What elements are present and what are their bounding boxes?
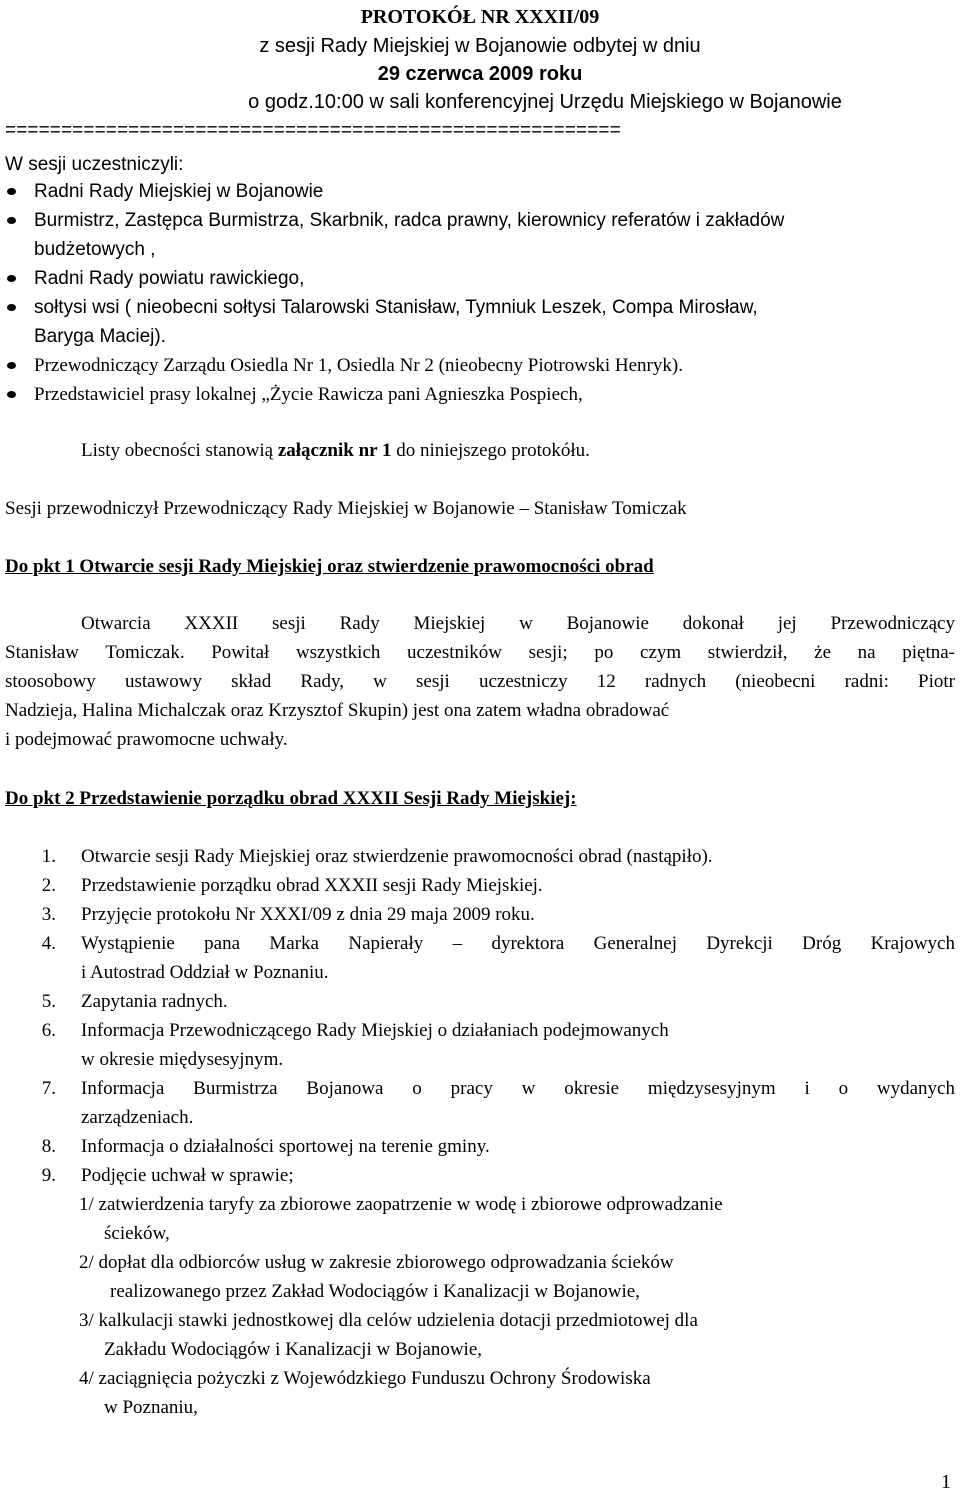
session-place: o godz.10:00 w sali konferencyjnej Urzędu Miejskiego w Bojanowie	[248, 91, 842, 113]
pkt1-paragraph-line: i podejmować prawomocne uchwały.	[5, 729, 288, 750]
bullet-icon	[7, 304, 16, 311]
bullet-icon	[7, 275, 16, 282]
pkt1-paragraph-line: Stanisław Tomiczak. Powitał wszystkich uczestników sesji; po czym stwierdził, że na piętna-	[5, 642, 955, 663]
session-date: 29 czerwca 2009 roku	[377, 63, 583, 85]
resolution-subitem-continuation: ścieków,	[104, 1223, 170, 1244]
pkt1-paragraph-line: Nadzieja, Halina Michalczak oraz Krzysztof Skupin) jest ona zatem władna obradować	[5, 700, 670, 721]
attendance-item: sołtysi wsi ( nieobecni sołtysi Talarowski Stanisław, Tymniuk Leszek, Compa Mirosław,	[34, 297, 758, 318]
agenda-item: Otwarcie sesji Rady Miejskiej oraz stwierdzenie prawomocności obrad (nastąpiło).	[81, 846, 713, 867]
attendance-item: Radni Rady Miejskiej w Bojanowie	[34, 181, 324, 202]
agenda-number: 4.	[41, 933, 56, 954]
agenda-number: 8.	[41, 1136, 56, 1157]
resolution-subitem-continuation: w Poznaniu,	[104, 1397, 198, 1418]
page-number: 1	[941, 1471, 951, 1493]
attendance-lists-note	[81, 439, 590, 463]
resolution-subitem-continuation: Zakładu Wodociągów i Kanalizacji w Bojanowie,	[104, 1339, 483, 1360]
agenda-number: 3.	[41, 904, 56, 925]
agenda-item: Podjęcie uchwał w sprawie;	[81, 1165, 294, 1186]
attendance-item: Burmistrz, Zastępca Burmistrza, Skarbnik, radca prawny, kierownicy referatów i zakładów	[34, 210, 785, 231]
document-title: PROTOKÓŁ NR XXXII/09	[360, 6, 600, 28]
resolution-subitem-continuation: realizowanego przez Zakład Wodociągów i Kanalizacji w Bojanowie,	[110, 1281, 640, 1302]
agenda-number: 9.	[41, 1165, 56, 1186]
agenda-number: 5.	[41, 991, 56, 1012]
bullet-icon	[7, 188, 16, 195]
agenda-item: Przyjęcie protokołu Nr XXXI/09 z dnia 29 maja 2009 roku.	[81, 904, 535, 925]
attendance-item: Radni Rady powiatu rawickiego,	[34, 268, 305, 289]
pkt1-paragraph-line: stoosobowy ustawowy skład Rady, w sesji uczestniczy 12 radnych (nieobecni radni: Piotr	[5, 671, 955, 692]
agenda-number: 1.	[41, 846, 56, 867]
section-heading-pkt2: Do pkt 2 Przedstawienie porządku obrad XXXII Sesji Rady Miejskiej:	[5, 788, 577, 809]
agenda-item-continuation: i Autostrad Oddział w Poznaniu.	[81, 962, 329, 983]
resolution-subitem: 2/ dopłat dla odbiorców usług w zakresie zbiorowego odprowadzania ścieków	[79, 1252, 674, 1273]
chair-statement: Sesji przewodniczył Przewodniczący Rady Miejskiej w Bojanowie – Stanisław Tomiczak	[5, 498, 687, 519]
lists-attachment: załącznik nr 1	[277, 440, 392, 461]
agenda-item: Zapytania radnych.	[81, 991, 228, 1012]
section-heading-pkt1: Do pkt 1 Otwarcie sesji Rady Miejskiej oraz stwierdzenie prawomocności obrad	[5, 556, 654, 577]
agenda-item: Informacja Burmistrza Bojanowa o pracy w okresie międzysesyjnym i o wydanych	[81, 1078, 955, 1099]
separator-line: =======================================================	[5, 120, 621, 141]
agenda-item: Informacja o działalności sportowej na terenie gminy.	[81, 1136, 490, 1157]
resolution-subitem: 1/ zatwierdzenia taryfy za zbiorowe zaopatrzenie w wodę i zbiorowe odprowadzanie	[79, 1194, 723, 1215]
attendance-item: Przewodniczący Zarządu Osiedla Nr 1, Osiedla Nr 2 (nieobecny Piotrowski Henryk).	[34, 355, 683, 376]
attendance-item-continuation: Baryga Maciej).	[34, 326, 166, 347]
agenda-item-continuation: zarządzeniach.	[81, 1107, 194, 1128]
session-line: z sesji Rady Miejskiej w Bojanowie odbytej w dniu	[259, 35, 701, 57]
agenda-number: 2.	[41, 875, 56, 896]
bullet-icon	[7, 362, 16, 369]
bullet-icon	[7, 391, 16, 398]
attendance-heading: W sesji uczestniczyli:	[5, 154, 184, 175]
attendance-item: Przedstawiciel prasy lokalnej „Życie Rawicza pani Agnieszka Pospiech,	[34, 384, 583, 405]
agenda-number: 7.	[41, 1078, 56, 1099]
agenda-item: Informacja Przewodniczącego Rady Miejskiej o działaniach podejmowanych	[81, 1020, 669, 1041]
attendance-item-continuation: budżetowych ,	[34, 239, 156, 260]
agenda-item: Przedstawienie porządku obrad XXXII sesji Rady Miejskiej.	[81, 875, 543, 896]
lists-text-end: do niniejszego protokółu.	[391, 440, 590, 461]
agenda-item-continuation: w okresie międysesyjnym.	[81, 1049, 284, 1070]
resolution-subitem: 3/ kalkulacji stawki jednostkowej dla celów udzielenia dotacji przedmiotowej dla	[79, 1310, 698, 1331]
bullet-icon	[7, 217, 16, 224]
resolution-subitem: 4/ zaciągnięcia pożyczki z Wojewódzkiego Funduszu Ochrony Środowiska	[79, 1368, 651, 1389]
agenda-item: Wystąpienie pana Marka Napierały – dyrektora Generalnej Dyrekcji Dróg Krajowych	[81, 933, 955, 954]
lists-text: Listy obecności stanowią	[81, 440, 278, 461]
agenda-number: 6.	[41, 1020, 56, 1041]
pkt1-paragraph-line: Otwarcia XXXII sesji Rady Miejskiej w Bojanowie dokonał jej Przewodniczący	[81, 613, 955, 634]
